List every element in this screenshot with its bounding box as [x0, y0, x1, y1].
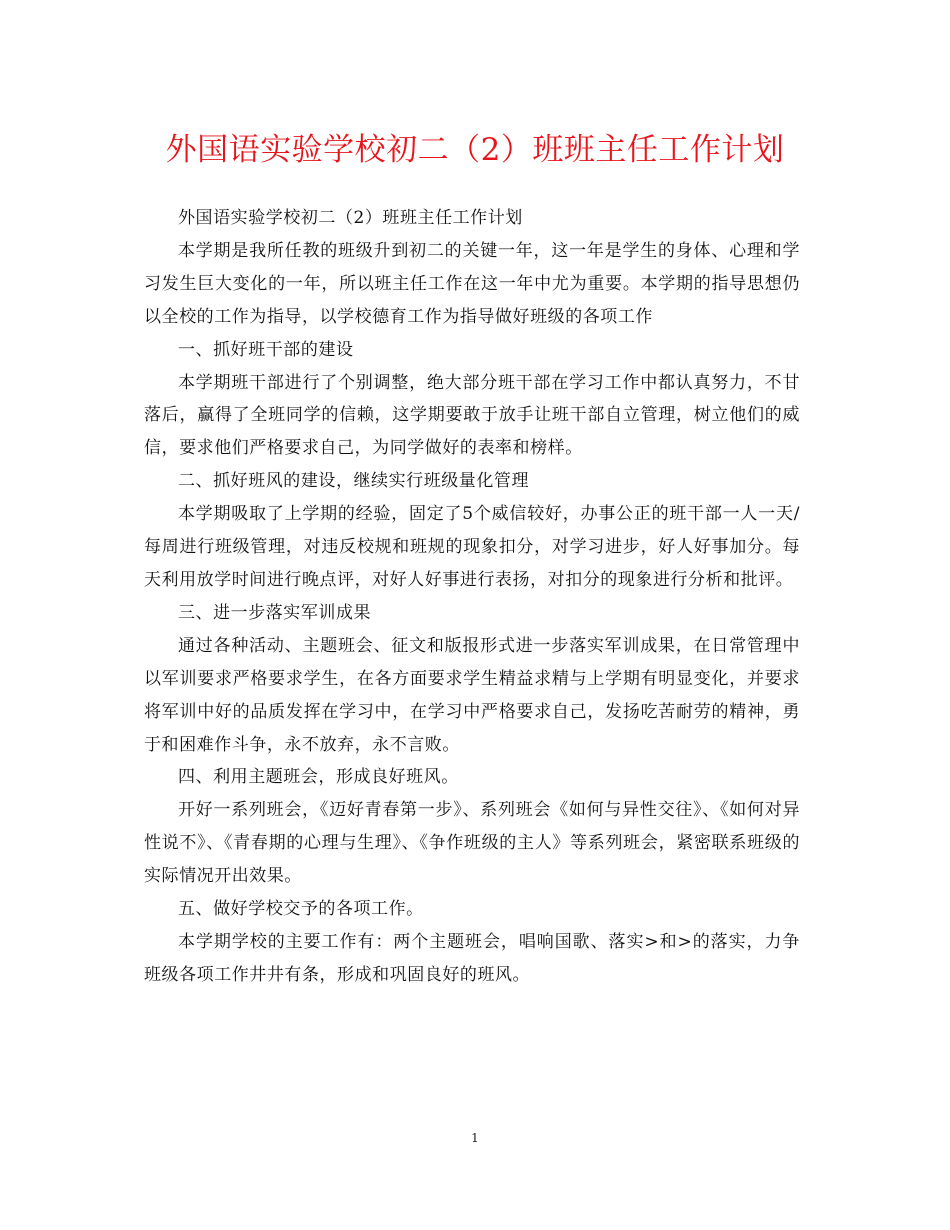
section-heading-3: 三、进一步落实军训成果 [178, 602, 372, 623]
document-body [144, 202, 800, 992]
paragraph-subtitle: 外国语实验学校初二（2）班班主任工作计划 [178, 208, 523, 228]
section-heading-4: 四、利用主题班会，形成良好班风。 [178, 767, 459, 788]
paragraph-section-1: 本学期班干部进行了个别调整，绝大部分班干部在学习工作中都认真努力，不甘落后，赢得了全班同学的信赖，这学期要敢于放手让班干部自立管理，树立他们的威信，要求他们严格要求自己，为同学做好的表率和榜样。 [144, 372, 800, 459]
document-title: 外国语实验学校初二（2）班班主任工作计划 [165, 132, 785, 168]
paragraph-intro: 本学期是我所任教的班级升到初二的关键一年，这一年是学生的身体、心理和学习发生巨大变化的一年，所以班主任工作在这一年中尤为重要。本学期的指导思想仍以全校的工作为指导，以学校德育工作为指导做好班级的各项工作 [144, 240, 800, 327]
paragraph-section-3: 通过各种活动、主题班会、征文和版报形式进一步落实军训成果，在日常管理中以军训要求严格要求学生，在各方面要求学生精益求精与上学期有明显变化，并要求将军训中好的品质发挥在学习中，在学习中严格要求自己，发扬吃苦耐劳的精神，勇于和困难作斗争，永不放弃，永不言败。 [144, 635, 800, 755]
paragraph-section-5: 本学期学校的主要工作有：两个主题班会，唱响国歌、落实>和>的落实，力争班级各项工作井井有条，形成和巩固良好的班风。 [144, 931, 800, 985]
paragraph-section-4: 开好一系列班会，《迈好青春第一步》、系列班会《如何与异性交往》、《如何对异性说不》、《青春期的心理与生理》、《争作班级的主人》等系列班会，紧密联系班级的实际情况开出效果。 [144, 800, 800, 887]
page-number: 1 [471, 1131, 479, 1145]
section-heading-2: 二、抓好班风的建设，继续实行班级量化管理 [178, 471, 529, 492]
section-heading-1: 一、抓好班干部的建设 [178, 339, 354, 360]
section-heading-5: 五、做好学校交予的各项工作。 [178, 899, 424, 920]
paragraph-section-2: 本学期吸取了上学期的经验，固定了5个威信较好，办事公正的班干部一人一天/每周进行班级管理，对违反校规和班规的现象扣分，对学习进步，好人好事加分。每天利用放学时间进行晚点评，对好人好事进行表扬，对扣分的现象进行分析和批评。 [144, 504, 800, 590]
